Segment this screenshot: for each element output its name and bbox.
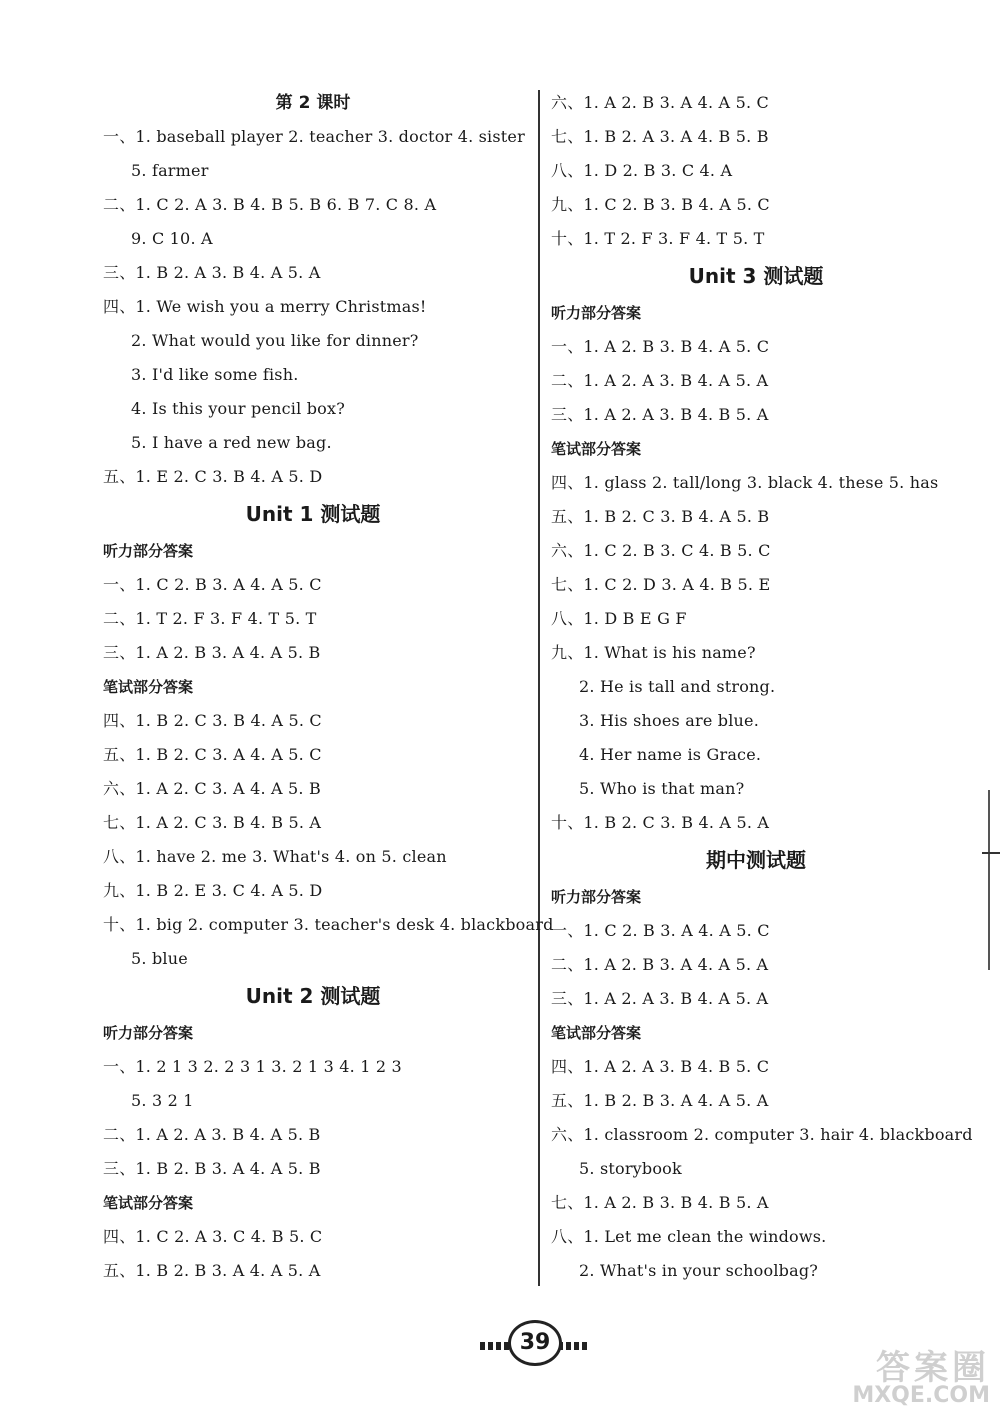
written-heading: 笔试部分答案 [103, 1194, 194, 1212]
answer-line: 一、1. 2 1 3 2. 2 3 1 3. 2 1 3 4. 1 2 3 [103, 1057, 402, 1076]
listening-heading: 听力部分答案 [551, 304, 642, 322]
answer-line: 4. Is this your pencil box? [131, 399, 346, 418]
answer-line: 六、1. classroom 2. computer 3. hair 4. blackboard [551, 1125, 973, 1144]
answer-line: 九、1. B 2. E 3. C 4. A 5. D [103, 881, 323, 900]
answer-line: 十、1. T 2. F 3. F 4. T 5. T [551, 229, 765, 248]
answer-line: 三、1. A 2. A 3. B 4. B 5. A [551, 405, 769, 424]
edge-tick-decoration [982, 852, 1000, 854]
lesson-title: 第 2 课时 [275, 93, 351, 113]
answer-line: 2. He is tall and strong. [579, 677, 776, 696]
answer-line: 5. Who is that man? [579, 779, 745, 798]
answer-line: 五、1. B 2. C 3. B 4. A 5. B [551, 507, 770, 526]
answer-line: 八、1. D B E G F [551, 609, 687, 628]
answer-line: 六、1. A 2. B 3. A 4. A 5. C [551, 93, 769, 112]
answer-line: 十、1. big 2. computer 3. teacher's desk 4. blackboard [103, 915, 554, 934]
answer-line: 六、1. C 2. B 3. C 4. B 5. C [551, 541, 771, 560]
answer-line: 一、1. C 2. B 3. A 4. A 5. C [551, 921, 770, 940]
answer-line: 七、1. B 2. A 3. A 4. B 5. B [551, 127, 769, 146]
answer-line: 八、1. Let me clean the windows. [551, 1227, 827, 1246]
answer-line: 四、1. C 2. A 3. C 4. B 5. C [103, 1227, 323, 1246]
listening-heading: 听力部分答案 [103, 1024, 194, 1042]
answer-line: 五、1. B 2. C 3. A 4. A 5. C [103, 745, 322, 764]
answer-line: 一、1. C 2. B 3. A 4. A 5. C [103, 575, 322, 594]
answer-line: 八、1. have 2. me 3. What's 4. on 5. clean [103, 847, 447, 866]
answer-line: 三、1. A 2. B 3. A 4. A 5. B [103, 643, 321, 662]
answer-line: 二、1. C 2. A 3. B 4. B 5. B 6. B 7. C 8. A [103, 195, 437, 214]
watermark-logo [810, 1340, 990, 1406]
page-number [470, 1320, 600, 1372]
unit1-title: Unit 1 测试题 [245, 502, 381, 526]
answer-line: 二、1. A 2. A 3. B 4. A 5. B [103, 1125, 321, 1144]
answer-line: 五、1. B 2. B 3. A 4. A 5. A [551, 1091, 769, 1110]
listening-heading: 听力部分答案 [103, 542, 194, 560]
watermark-text-cn: 答案圈 [876, 1348, 990, 1388]
answer-line: 5. farmer [131, 161, 209, 180]
answer-line: 四、1. We wish you a merry Christmas! [103, 297, 427, 316]
answer-line: 四、1. B 2. C 3. B 4. A 5. C [103, 711, 322, 730]
answer-line: 六、1. A 2. C 3. A 4. A 5. B [103, 779, 321, 798]
answer-line: 4. Her name is Grace. [579, 745, 762, 764]
unit3-title: Unit 3 测试题 [688, 264, 824, 288]
answer-line: 七、1. C 2. D 3. A 4. B 5. E [551, 575, 771, 594]
watermark-text-url: MXQE.COM [852, 1383, 990, 1408]
answer-line: 2. What would you like for dinner? [131, 331, 419, 350]
answer-line: 5. storybook [579, 1159, 682, 1178]
right-column [551, 86, 973, 1288]
answer-line: 一、1. baseball player 2. teacher 3. doctor 4. sister [103, 127, 525, 146]
written-heading: 笔试部分答案 [103, 678, 194, 696]
answer-line: 3. I'd like some fish. [131, 365, 299, 384]
answer-line: 2. What's in your schoolbag? [579, 1261, 819, 1280]
answer-line: 五、1. B 2. B 3. A 4. A 5. A [103, 1261, 321, 1280]
answer-line: 四、1. glass 2. tall/long 3. black 4. these 5. has [551, 473, 939, 492]
answer-line: 八、1. D 2. B 3. C 4. A [551, 161, 733, 180]
answer-line: 五、1. E 2. C 3. B 4. A 5. D [103, 467, 323, 486]
answer-line: 十、1. B 2. C 3. B 4. A 5. A [551, 813, 770, 832]
page-number-badge: 39 [508, 1320, 562, 1366]
answer-line: 5. I have a red new bag. [131, 433, 332, 452]
answer-line: 二、1. A 2. B 3. A 4. A 5. A [551, 955, 769, 974]
answer-line: 三、1. B 2. A 3. B 4. A 5. A [103, 263, 321, 282]
answer-line: 9. C 10. A [131, 229, 213, 248]
answer-line: 3. His shoes are blue. [579, 711, 759, 730]
answer-line: 七、1. A 2. C 3. B 4. B 5. A [103, 813, 322, 832]
unit2-title: Unit 2 测试题 [245, 984, 381, 1008]
left-column [103, 86, 554, 1288]
answer-line: 三、1. B 2. B 3. A 4. A 5. B [103, 1159, 321, 1178]
answer-line: 二、1. T 2. F 3. F 4. T 5. T [103, 609, 317, 628]
answer-line: 四、1. A 2. A 3. B 4. B 5. C [551, 1057, 770, 1076]
answer-line: 5. 3 2 1 [131, 1091, 194, 1110]
answer-line: 三、1. A 2. A 3. B 4. A 5. A [551, 989, 769, 1008]
edge-bar-decoration [988, 790, 990, 970]
midterm-title: 期中测试题 [706, 848, 806, 872]
column-divider [538, 90, 540, 1286]
answer-line: 九、1. What is his name? [551, 643, 756, 662]
written-heading: 笔试部分答案 [551, 440, 642, 458]
answer-line: 七、1. A 2. B 3. B 4. B 5. A [551, 1193, 769, 1212]
answer-line: 5. blue [131, 949, 188, 968]
listening-heading: 听力部分答案 [551, 888, 642, 906]
written-heading: 笔试部分答案 [551, 1024, 642, 1042]
answer-line: 九、1. C 2. B 3. B 4. A 5. C [551, 195, 770, 214]
answer-line: 一、1. A 2. B 3. B 4. A 5. C [551, 337, 770, 356]
answer-line: 二、1. A 2. A 3. B 4. A 5. A [551, 371, 769, 390]
